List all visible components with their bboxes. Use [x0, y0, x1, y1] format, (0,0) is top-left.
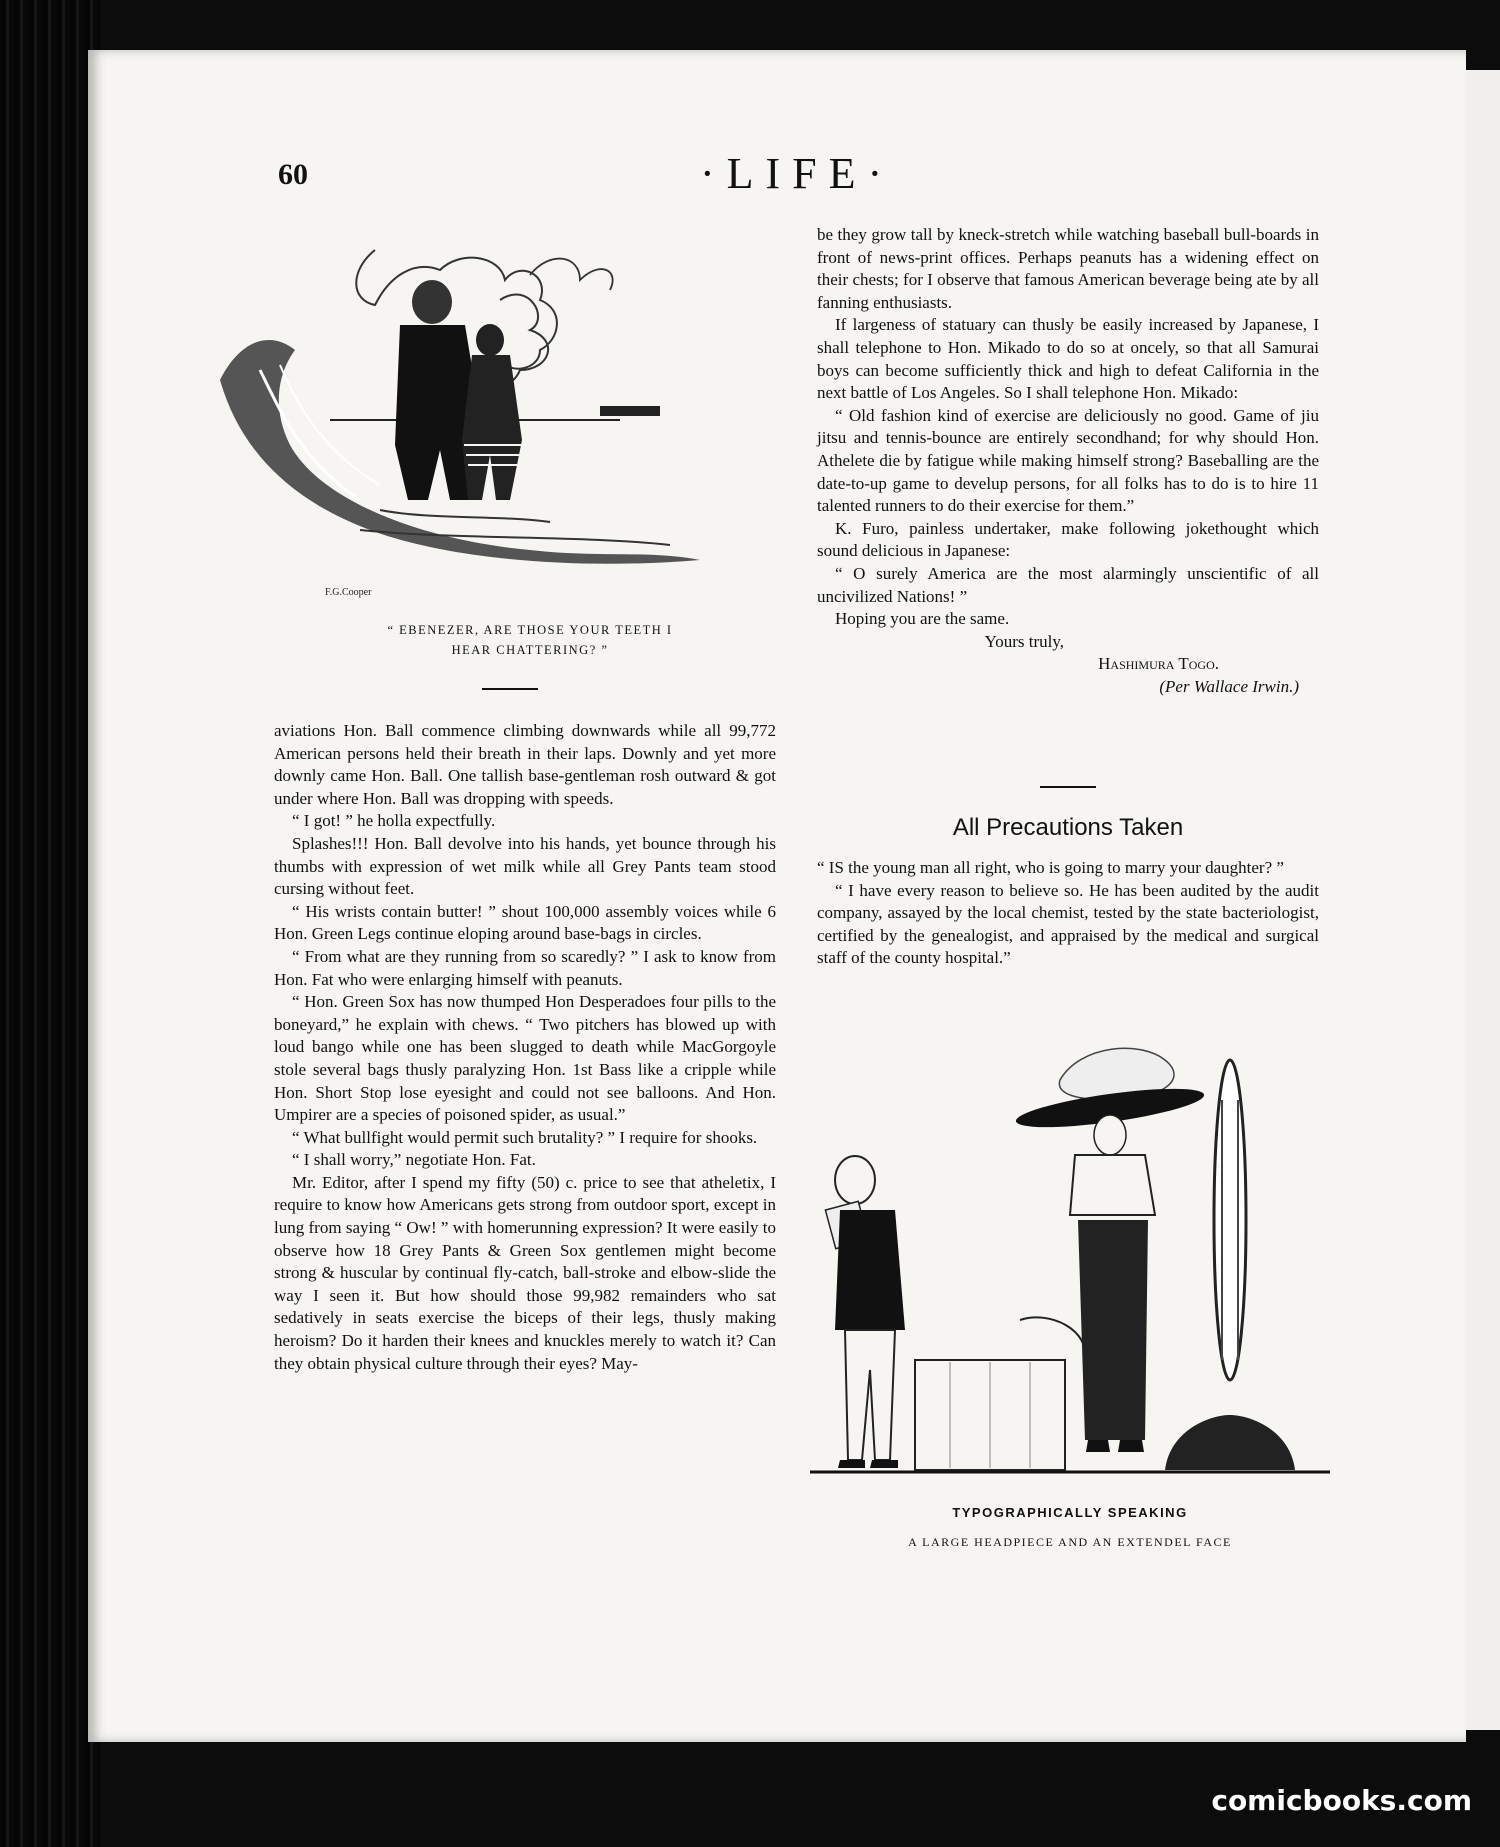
caption-line: HEAR CHATTERING? ” — [451, 643, 609, 657]
paragraph: “ Hon. Green Sox has now thumped Hon Desperadoes four pills to the boneyard,” he explain with chews. “ Two pitchers has blowed up with loud bango while one has been slugged to death while MacGorgoyle stole several bags thusly paralyzing Hon. 1st Bass like a cripple while Hon. Short Stop lose eyesight and could not see balloons. And Hon. Umpirer are a species of poisoned spider, as usual.” — [274, 992, 776, 1125]
woman-skirt — [1078, 1220, 1148, 1440]
paragraph: “ O surely America are the most alarmingly unscientific of all uncivilized Nations! ” — [817, 563, 1319, 606]
paragraph: K. Furo, painless undertaker, make following jokethought which sound delicious in Japanese: — [817, 518, 1319, 561]
paragraph: If largeness of statuary can thusly be easily increased by Japanese, I shall telephone to Hon. Mikado to do so at oncely, so that all Samurai boys can become sufficiently thick and high to defeat California in the next battle of Los Angeles. So I shall telephone Hon. Mikado: — [817, 315, 1319, 403]
paragraph: “ I shall worry,” negotiate Hon. Fat. — [292, 1150, 536, 1170]
caption-line: “ EBENEZER, ARE THOSE YOUR TEETH I — [387, 623, 673, 637]
paragraph: Mr. Editor, after I spend my fifty (50) c. price to see that atheletix, I require to know how Americans gets strong from outdoor sport, except in lung from saying “ Ow! ” with homerunning expression? It were easily to observe how 18 Grey Pants & Green Sox gentlemen might become strong & huscular by continual fly-catch, ball-stroke and elbow-slide the way I seen it. But how should those 99,982 remainders who sat sedatively in seats exercise the biceps of their legs, thusly making heroism? Do it harden their knees and knuckles merely to watch it? Can they obtain physical culture through their eyes? May- — [274, 1172, 776, 1373]
woman-head — [476, 324, 504, 356]
mirror-stand — [1165, 1415, 1295, 1470]
woman-shoes — [1086, 1440, 1144, 1452]
paragraph: “ I got! ” he holla expectfully. — [292, 811, 496, 831]
paragraph: “ Old fashion kind of exercise are deliciously no good. Game of jiu jitsu and tennis-bounce are entirely secondhand; for why should Hon. Athelete die by fatigue while making himself strong? Baseballing are the date-to-up game to develup persons, for all folks has to do is to hire 11 talented runners to do their exercise for them.” — [817, 405, 1319, 516]
paragraph: Splashes!!! Hon. Ball devolve into his hands, yet bounce through his thumbs with expression of wet milk while all Grey Pants team stood cursing without feet. — [274, 833, 776, 899]
hat-box-lid — [1020, 1317, 1085, 1360]
woman-head — [1094, 1115, 1126, 1155]
paragraph: “ From what are they running from so scaredly? ” I ask to know from Hon. Fat who were enlarging himself with peanuts. — [274, 946, 776, 989]
man-shoes — [838, 1460, 898, 1468]
author-credit: (Per Wallace Irwin.) — [1159, 676, 1299, 696]
author-name: Hashimura Togo. — [1098, 654, 1219, 674]
man-head — [835, 1156, 875, 1204]
scan-background-left — [0, 0, 100, 1847]
paragraph: “ I have every reason to believe so. He has been audited by the audit company, assayed by the local chemist, tested by the state bacteriologist, certified by the genealogist, and appraised by the medical and surgical staff of the county hospital.” — [817, 880, 1319, 968]
man-head — [412, 280, 452, 324]
beach-wave-illustration — [200, 230, 760, 610]
mirror — [1214, 1060, 1246, 1380]
man-coat — [835, 1210, 905, 1330]
divider-rule — [482, 688, 538, 690]
paragraph: be they grow tall by kneck-stretch while watching baseball bull-boards in front of news-print offices. Perhaps peanuts has a widening effect on their chests; for I observe that famous American beverage being ate by all fanning enthusiasts. — [817, 225, 1319, 312]
article-body — [817, 857, 1319, 970]
signature-block — [817, 631, 1319, 699]
artist-signature: F.G.Cooper — [325, 587, 372, 598]
watermark: comicbooks.com — [1211, 1784, 1472, 1817]
paragraph: “ IS the young man all right, who is going to marry your daughter? ” — [817, 858, 1284, 877]
paragraph: Hoping you are the same. — [835, 609, 1010, 629]
ship — [600, 406, 660, 416]
signoff: Yours truly, — [984, 631, 1064, 651]
page-number: 60 — [278, 158, 308, 191]
article-title: All Precautions Taken — [952, 814, 1184, 841]
bottom-caption-title: TYPOGRAPHICALLY SPEAKING — [952, 1505, 1188, 1520]
masthead-life: ·LIFE· — [700, 149, 895, 198]
divider-rule — [1040, 786, 1096, 788]
woman-blouse — [1070, 1155, 1155, 1215]
paragraph: “ His wrists contain butter! ” shout 100,000 assembly voices while 6 Hon. Green Legs continue eloping around base-bags in circles. — [274, 901, 776, 944]
top-illustration-caption — [320, 620, 740, 660]
bottom-caption-subtitle: A LARGE HEADPIECE AND AN EXTENDEL FACE — [908, 1535, 1232, 1549]
paragraph: aviations Hon. Ball commence climbing downwards while all 99,772 American persons held their breath in their laps. Downly and yet more downly came Hon. Ball. One tallish base-gentleman rosh outward & got under where Hon. Ball was dropping with speeds. — [274, 721, 776, 808]
left-column-text — [274, 720, 776, 1375]
woman-body — [462, 355, 522, 500]
mirror-hat-illustration — [810, 1040, 1330, 1490]
man-legs — [845, 1330, 895, 1460]
right-column-text — [817, 224, 1319, 698]
paragraph: “ What bullfight would permit such brutality? ” I require for shooks. — [292, 1127, 758, 1147]
